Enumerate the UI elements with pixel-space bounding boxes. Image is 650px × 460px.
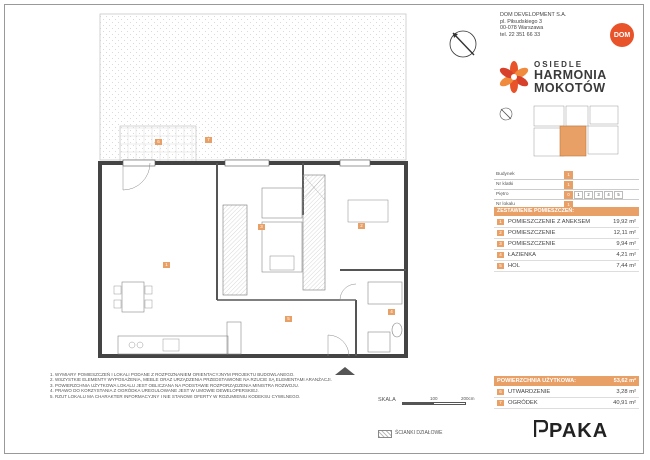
floor-cell: 1 <box>564 181 573 189</box>
plan-tag-4: 4 <box>388 309 395 315</box>
legend-swatch <box>378 430 392 438</box>
plan-tag-7: 7 <box>205 137 212 143</box>
dom-logo-text: DOM <box>613 31 631 39</box>
extra-row <box>494 387 639 398</box>
room-row <box>494 250 639 261</box>
total-bar <box>494 376 639 386</box>
developer-city: 00-078 Warszawa <box>500 25 544 32</box>
floor-row-label: Nr lokalu <box>496 202 515 207</box>
extra-name: UTWARDZENIE <box>508 388 551 395</box>
developer-info <box>500 12 566 38</box>
extra-name: OGRÓDEK <box>508 399 538 406</box>
apartment-outline <box>100 163 406 356</box>
room-area: 4,21 m² <box>616 251 636 258</box>
extra-area: 40,91 m² <box>613 399 636 406</box>
total-area: 53,62 m² <box>613 378 636 384</box>
room-num: 4 <box>497 252 504 258</box>
floor-row-floor <box>494 190 639 200</box>
room-area: 7,44 m² <box>616 262 636 269</box>
extra-row <box>494 398 639 409</box>
note-3: 3. POWIERZCHNIA UŻYTKOWA LOKALU JEST OBLICZANA NA PODSTAWIE ROZPORZĄDZENIA MINISTRA ROZWOJU. <box>50 382 300 388</box>
floor-cell: 2 <box>584 191 593 199</box>
floor-row-label: Budynek <box>496 172 515 177</box>
room-name: HOL <box>508 262 520 269</box>
plan-tag-6: 6 <box>155 139 162 145</box>
note-4: 4. PRAWO DO KORZYSTANIA Z OGRÓDKA UREGULOWANE JEST W UMOWIE DEWELOPERSKIEJ. <box>50 388 259 394</box>
room-num: 5 <box>497 263 504 269</box>
dom-logo <box>610 23 634 47</box>
floor-cell: 0 <box>564 191 573 199</box>
extra-num: 6 <box>497 389 504 395</box>
room-row <box>494 228 639 239</box>
room-name: ŁAZIENKA <box>508 251 537 258</box>
note-5: 5. RZUT LOKALU MA CHARAKTER INFORMACYJNY I NIE STANOWI OFERTY W ROZUMIENIU KODEKSU CYWILNEGO. <box>50 393 301 399</box>
room-area: 12,11 m² <box>613 229 636 236</box>
floor-cell: 1 <box>564 201 573 209</box>
paka-mark-icon <box>534 420 548 438</box>
floor-row-label: Piętro <box>496 192 509 197</box>
room-row <box>494 261 639 272</box>
plan-tag-1: 1 <box>163 262 170 268</box>
floor-row-building <box>494 170 639 180</box>
total-label: POWIERZCHNIA UŻYTKOWA: <box>497 378 577 384</box>
floor-cell: 4 <box>604 191 613 199</box>
floor-cell: 3 <box>594 191 603 199</box>
brand-wordmark <box>534 60 607 95</box>
flower-logo-icon <box>497 60 531 94</box>
notes-block <box>50 372 340 399</box>
room-area: 9,94 m² <box>616 240 636 247</box>
paka-wordmark: PAKA <box>549 420 609 442</box>
scale-bar <box>402 402 466 405</box>
developer-street: pl. Piłsudskiego 3 <box>500 18 542 25</box>
floor-table <box>494 170 639 210</box>
floor-cell: 5 <box>614 191 623 199</box>
note-1: 1. WYMIARY POMIESZCZEŃ I LOKALI PODANE Z ROZPOZNANIEM ORIENTACYJNYM PROJEKTU BUDOWLANEGO. <box>50 372 295 377</box>
plan-tag-2: 2 <box>358 223 365 229</box>
scale-mid: 100 <box>430 396 438 401</box>
floor-row-staircase <box>494 180 639 190</box>
brand-line2: HARMONIA <box>534 68 607 82</box>
legend-partition-walls: ŚCIANKI DZIAŁOWE <box>395 430 443 436</box>
developer-phone: tel. 22 351 66 33 <box>500 31 541 38</box>
room-num: 1 <box>497 219 504 225</box>
developer-name: DOM DEVELOPMENT S.A. <box>500 12 567 18</box>
plan-tag-5: 5 <box>285 316 292 322</box>
extra-num: 7 <box>497 400 504 406</box>
room-row <box>494 239 639 250</box>
rooms-header: ZESTAWIENIE POMIESZCZEŃ: <box>494 207 639 216</box>
room-name: POMIESZCZENIE <box>508 240 556 247</box>
scale-end: 200cm <box>461 396 475 401</box>
room-name: POMIESZCZENIE <box>508 229 556 236</box>
floor-row-label: Nr klatki <box>496 182 514 187</box>
room-num: 3 <box>497 241 504 247</box>
key-plan <box>496 104 638 162</box>
room-name: POMIESZCZENIE Z ANEKSEM <box>508 218 591 225</box>
plan-tag-3: 3 <box>258 224 265 230</box>
room-area: 19,92 m² <box>613 218 636 225</box>
room-num: 2 <box>497 230 504 236</box>
extra-area: 3,28 m² <box>616 388 636 395</box>
scale-label: SKALA <box>378 397 396 403</box>
floor-cell: 1 <box>564 171 573 179</box>
room-row <box>494 217 639 228</box>
brand-line3: MOKOTÓW <box>534 81 606 95</box>
note-2: 2. WSZYSTKIE ELEMENTY WYPOSAŻENIA, MEBLE ORAZ URZĄDZENIA PRZEDSTAWIONE NA RZUCIE SĄ ELEMENTAMI ARANŻACJI. <box>50 377 332 383</box>
brand-line1: OSIEDLE <box>534 60 584 69</box>
floor-cell: 1 <box>574 191 583 199</box>
terrace-pavement <box>120 126 196 164</box>
north-arrow <box>450 31 476 57</box>
